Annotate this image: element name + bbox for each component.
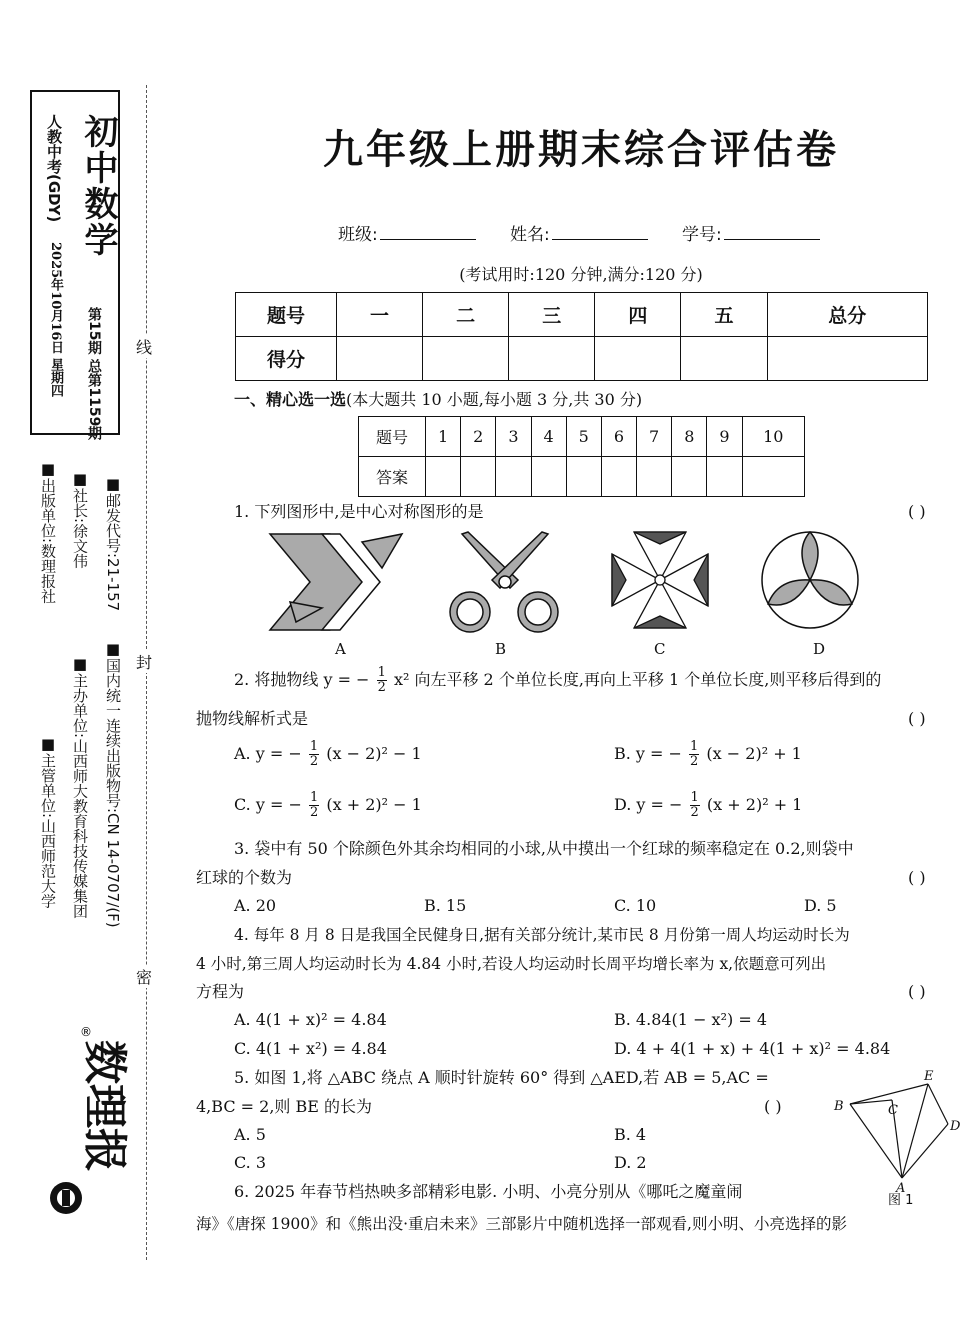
figure-a-icon bbox=[270, 534, 402, 630]
opt-post: (x + 2)² + 1 bbox=[706, 795, 803, 814]
answer-number: 3 bbox=[496, 417, 531, 457]
figure-c-icon bbox=[612, 532, 708, 628]
opt-post: (x + 2)² − 1 bbox=[326, 795, 422, 814]
opt-pre: B. y = − bbox=[614, 744, 682, 763]
answer-input[interactable] bbox=[601, 457, 636, 497]
score-cell: 二 bbox=[423, 293, 509, 337]
q5-option-a: A. 5 bbox=[234, 1125, 266, 1144]
q1-label-d: D bbox=[813, 640, 826, 658]
answer-row-label: 题号 bbox=[359, 417, 426, 457]
figure-caption: 图 1 bbox=[888, 1193, 914, 1208]
q5-figure bbox=[832, 1068, 972, 1206]
q6-text-b: 海》《唐探 1900》和《熊出没·重启未来》三部影片中随机选择一部观看,则小明、小亮选择的影 bbox=[196, 1215, 847, 1233]
answer-input[interactable] bbox=[461, 457, 496, 497]
score-cell: 五 bbox=[681, 293, 767, 337]
opt-pre: C. y = − bbox=[234, 795, 302, 814]
score-input[interactable] bbox=[595, 337, 681, 381]
answer-input[interactable] bbox=[496, 457, 531, 497]
fig-label-e: E bbox=[924, 1069, 934, 1084]
q4-text-b: 4 小时,第三周人均运动时长为 4.84 小时,若设人均运动时长周平均增长率为 x,依题意可列出 bbox=[196, 955, 827, 973]
svg-text:®: ® bbox=[80, 1025, 92, 1039]
frac-num: 1 bbox=[690, 739, 699, 754]
exam-title: 九年级上册期末综合评估卷 bbox=[323, 127, 839, 173]
answer-number: 7 bbox=[637, 417, 672, 457]
sponsor-info: ■主办单位:山西师大教育科技传媒集团 bbox=[71, 655, 89, 919]
answer-number: 5 bbox=[566, 417, 601, 457]
q3-answer-paren[interactable]: ( ) bbox=[908, 868, 926, 887]
frac-num: 1 bbox=[690, 790, 699, 805]
q1-label-c: C bbox=[654, 640, 666, 658]
figure-b-icon bbox=[450, 532, 558, 632]
opt-fraction bbox=[309, 740, 319, 769]
score-row-label: 得分 bbox=[236, 337, 337, 381]
q4-option-c: C. 4(1 + x²) = 4.84 bbox=[234, 1039, 387, 1058]
answer-fill-row bbox=[359, 457, 805, 497]
q2-option-d bbox=[614, 791, 802, 820]
score-cell: 总分 bbox=[767, 293, 927, 337]
president-info: ■社长:徐文伟 bbox=[71, 470, 89, 569]
student-id-field[interactable] bbox=[682, 220, 820, 245]
q4-option-d: D. 4 + 4(1 + x) + 4(1 + x)² = 4.84 bbox=[614, 1039, 891, 1058]
section-heading bbox=[234, 387, 642, 410]
frac-den: 2 bbox=[309, 805, 319, 820]
q4-text-c: 方程为 bbox=[196, 982, 245, 1001]
q4-option-a: A. 4(1 + x)² = 4.84 bbox=[234, 1010, 387, 1029]
seal-char-line: 线 bbox=[136, 335, 152, 358]
answer-number: 2 bbox=[461, 417, 496, 457]
frac-den: 2 bbox=[690, 754, 699, 769]
score-input[interactable] bbox=[681, 337, 767, 381]
masthead-box bbox=[30, 90, 120, 441]
figure-d-icon bbox=[762, 532, 858, 628]
opt-pre: D. y = − bbox=[614, 795, 683, 814]
section-note: (本大题共 10 小题,每小题 3 分,共 30 分) bbox=[346, 390, 643, 409]
opt-post: (x − 2)² + 1 bbox=[706, 744, 802, 763]
opt-fraction bbox=[689, 740, 699, 769]
seal-char-secret: 密 bbox=[136, 965, 152, 988]
issue-number: 第15期 总第1159期 bbox=[86, 307, 102, 441]
fig-label-c: C bbox=[888, 1103, 898, 1118]
q2-text-c: 抛物线解析式是 bbox=[196, 709, 309, 728]
score-cell: 四 bbox=[595, 293, 681, 337]
frac-num: 1 bbox=[377, 665, 386, 680]
answer-number: 4 bbox=[531, 417, 566, 457]
score-input[interactable] bbox=[767, 337, 927, 381]
frac-den: 2 bbox=[309, 754, 319, 769]
opt-fraction bbox=[309, 791, 319, 820]
q3-text-b: 红球的个数为 bbox=[196, 868, 293, 887]
q3-option-a: A. 20 bbox=[234, 896, 277, 915]
score-input[interactable] bbox=[423, 337, 509, 381]
fig-label-a: A bbox=[896, 1181, 906, 1196]
q5-text-a: 5. 如图 1,将 △ABC 绕点 A 顺时针旋转 60° 得到 △AED,若 AB = 5,AC = bbox=[234, 1068, 769, 1087]
paper-name: 初中数学 bbox=[78, 114, 118, 258]
score-cell: 一 bbox=[337, 293, 423, 337]
answer-input[interactable] bbox=[566, 457, 601, 497]
q5-option-d: D. 2 bbox=[614, 1153, 647, 1172]
score-input[interactable] bbox=[509, 337, 595, 381]
q2-answer-paren[interactable]: ( ) bbox=[908, 709, 926, 728]
publisher-logo bbox=[40, 1020, 130, 1220]
answer-input[interactable] bbox=[742, 457, 804, 497]
q2-text bbox=[234, 666, 881, 695]
answer-table bbox=[358, 416, 805, 497]
answer-number: 6 bbox=[601, 417, 636, 457]
section-title: 一、精心选一选 bbox=[234, 390, 347, 409]
fig-label-b: B bbox=[834, 1099, 844, 1114]
fig-label-d: D bbox=[950, 1119, 961, 1134]
answer-number: 10 bbox=[742, 417, 804, 457]
q1-answer-paren[interactable]: ( ) bbox=[908, 502, 926, 521]
class-field[interactable] bbox=[338, 220, 476, 245]
q1-label-a: A bbox=[335, 640, 346, 658]
q3-text-a: 3. 袋中有 50 个除颜色外其余均相同的小球,从中摸出一个红球的频率稳定在 0.2,则袋中 bbox=[234, 839, 854, 858]
q6-text-a: 6. 2025 年春节档热映多部精彩电影. 小明、小亮分别从《哪吒之魔童闹 bbox=[234, 1182, 743, 1201]
score-cell: 题号 bbox=[236, 293, 337, 337]
q2-text-a: 2. 将抛物线 y = − bbox=[234, 670, 370, 689]
q1-figures bbox=[262, 528, 972, 636]
publisher-info: ■出版单位:数理报社 bbox=[39, 460, 57, 604]
opt-pre: A. y = − bbox=[234, 744, 302, 763]
frac-num: 1 bbox=[309, 790, 319, 805]
svg-text:数理报: 数理报 bbox=[79, 1040, 130, 1172]
q2-option-a bbox=[234, 740, 422, 769]
postal-code: ■邮发代号:21-157 bbox=[104, 475, 122, 612]
q3-option-d: D. 5 bbox=[804, 896, 837, 915]
score-cell: 三 bbox=[509, 293, 595, 337]
seal-char-seal: 封 bbox=[136, 650, 152, 673]
q3-option-b: B. 15 bbox=[424, 896, 467, 915]
q4-option-b: B. 4.84(1 − x²) = 4 bbox=[614, 1010, 767, 1029]
supervisor-info: ■主管单位:山西师范大学 bbox=[39, 735, 57, 909]
q5-option-c: C. 3 bbox=[234, 1153, 267, 1172]
frac-num: 1 bbox=[309, 739, 319, 754]
score-value-row bbox=[236, 337, 928, 381]
answer-number-row bbox=[359, 417, 805, 457]
q2-option-b bbox=[614, 740, 802, 769]
q1-label-b: B bbox=[495, 640, 507, 658]
answer-row-label: 答案 bbox=[359, 457, 426, 497]
q1-text: 1. 下列图形中,是中心对称图形的是 bbox=[234, 502, 484, 521]
name-field[interactable] bbox=[510, 220, 648, 245]
score-input[interactable] bbox=[337, 337, 423, 381]
answer-number: 1 bbox=[426, 417, 461, 457]
frac-den: 2 bbox=[377, 680, 386, 695]
q2-option-c bbox=[234, 791, 422, 820]
opt-fraction bbox=[690, 791, 700, 820]
issue-date: 2025年10月16日 星期四 bbox=[48, 242, 63, 397]
q5-text-b: 4,BC = 2,则 BE 的长为 bbox=[196, 1097, 373, 1116]
answer-input[interactable] bbox=[672, 457, 707, 497]
answer-input[interactable] bbox=[707, 457, 742, 497]
class-label: 班级: bbox=[338, 225, 378, 245]
exam-info: (考试用时:120 分钟,满分:120 分) bbox=[459, 265, 703, 284]
cn-number: ■国内统一连续出版物号:CN 14-0707/(F) bbox=[104, 640, 122, 928]
q2-fraction bbox=[377, 666, 387, 695]
score-header-row bbox=[236, 293, 928, 337]
id-label: 学号: bbox=[682, 225, 722, 245]
answer-input[interactable] bbox=[531, 457, 566, 497]
q4-answer-paren[interactable]: ( ) bbox=[908, 982, 926, 1001]
answer-input[interactable] bbox=[426, 457, 461, 497]
name-label: 姓名: bbox=[510, 225, 550, 245]
answer-number: 8 bbox=[672, 417, 707, 457]
score-table bbox=[235, 292, 928, 381]
answer-number: 9 bbox=[707, 417, 742, 457]
q5-option-b: B. 4 bbox=[614, 1125, 647, 1144]
q3-option-c: C. 10 bbox=[614, 896, 657, 915]
opt-post: (x − 2)² − 1 bbox=[326, 744, 422, 763]
frac-den: 2 bbox=[690, 805, 699, 820]
answer-input[interactable] bbox=[637, 457, 672, 497]
q2-text-b: x² 向左平移 2 个单位长度,再向上平移 1 个单位长度,则平移后得到的 bbox=[393, 670, 882, 689]
q4-text-a: 4. 每年 8 月 8 日是我国全民健身日,据有关部分统计,某市民 8 月份第一周人均运动时长为 bbox=[234, 926, 850, 944]
q5-answer-paren[interactable]: ( ) bbox=[764, 1097, 782, 1116]
edition-label: 人教中考(GDY) bbox=[45, 114, 63, 223]
